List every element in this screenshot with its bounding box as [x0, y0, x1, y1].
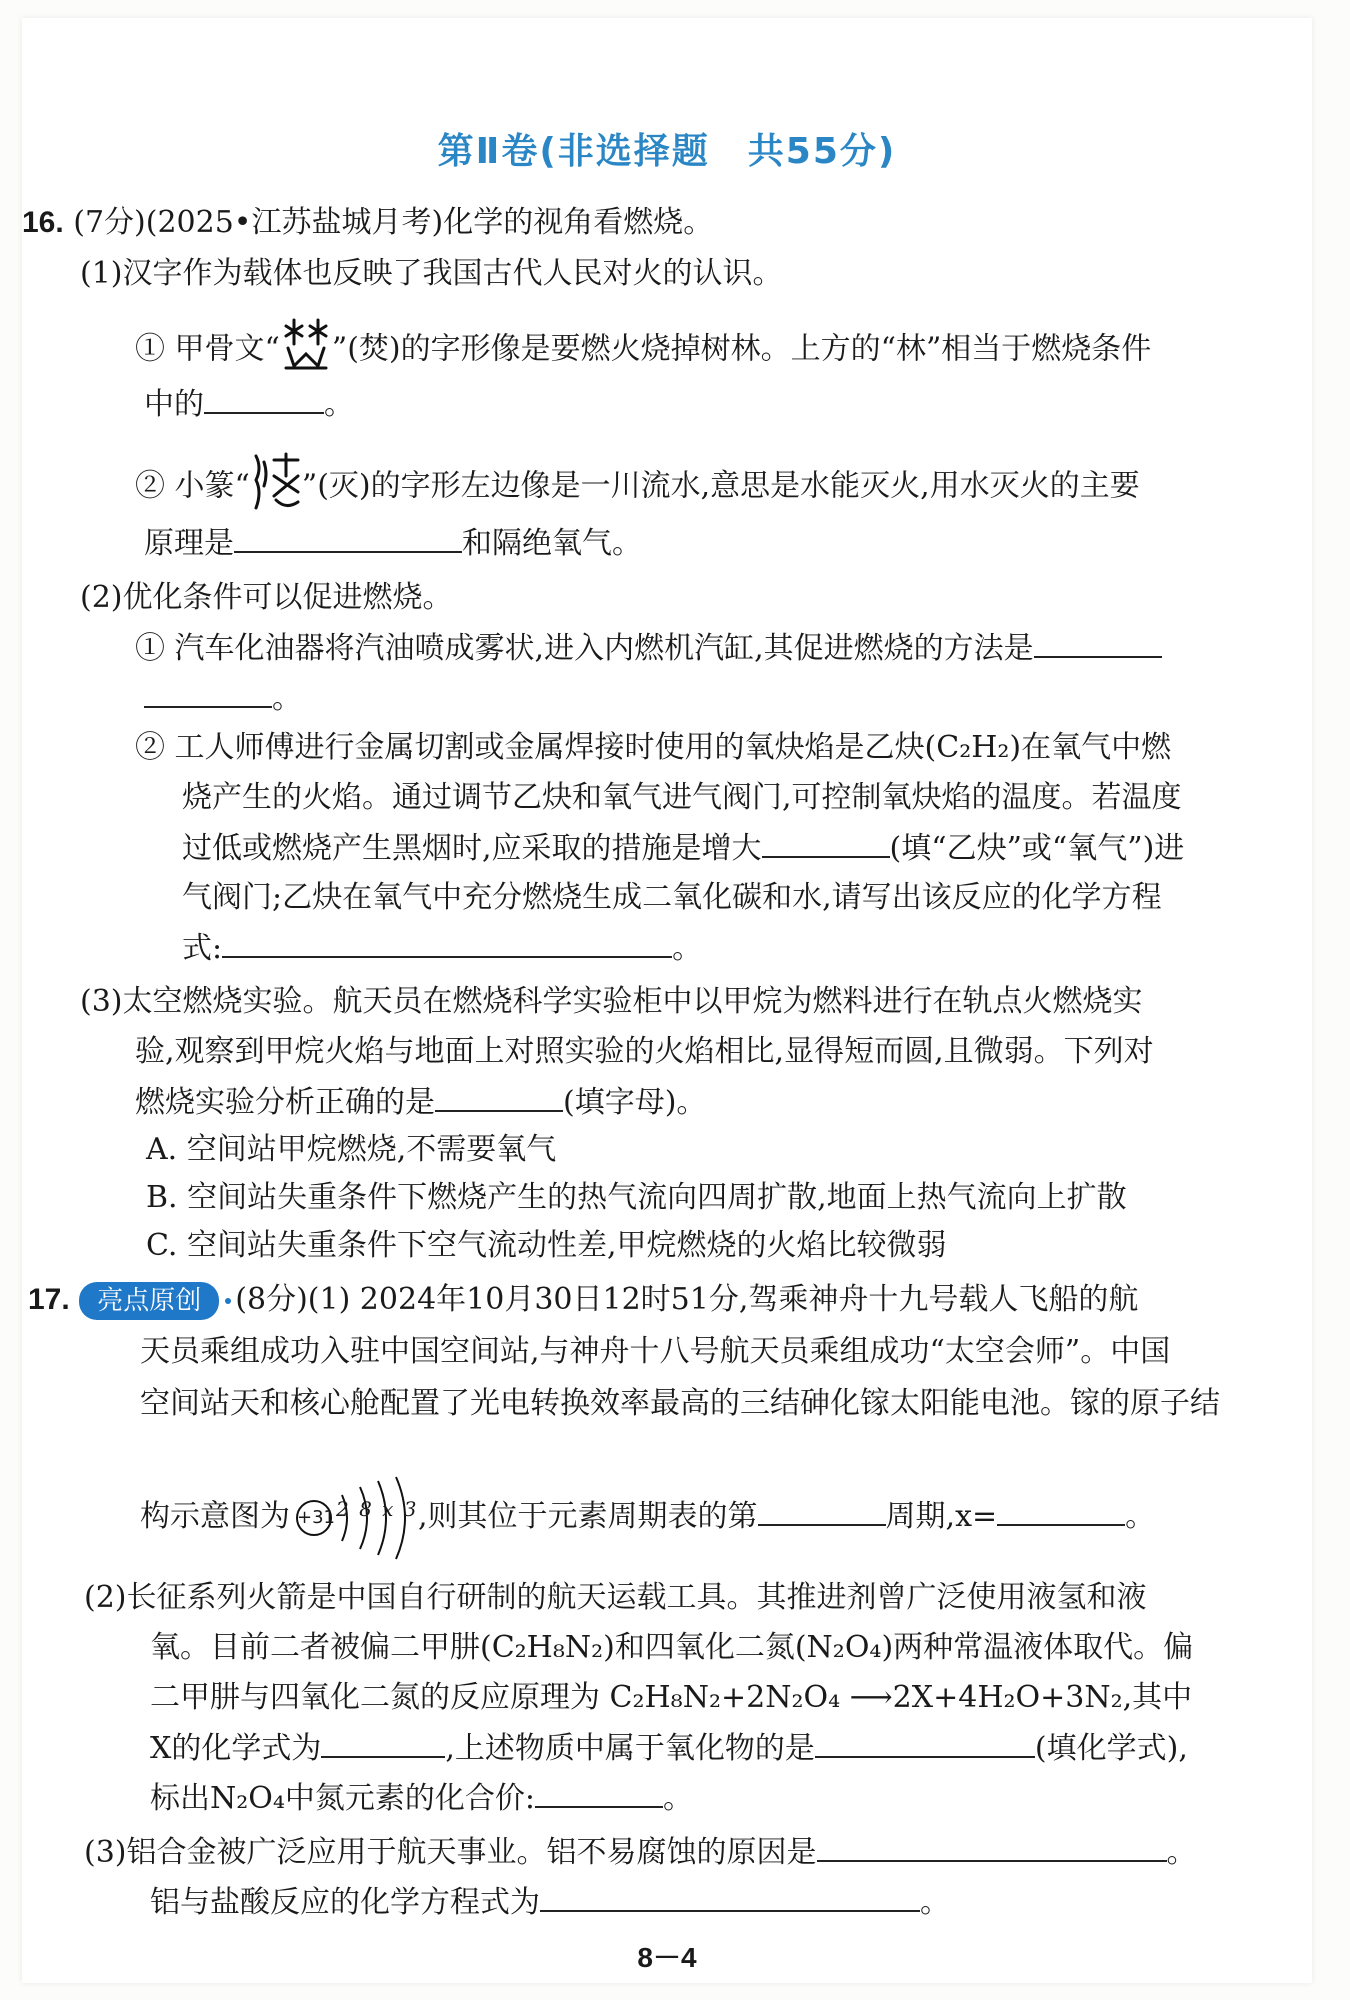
option-b[interactable]: B. 空间站失重条件下燃烧产生的热气流向四周扩散,地面上热气流向上扩散 [146, 1180, 1127, 1215]
q16-2a-line2: 。 [144, 678, 302, 719]
q17-2-line4: X的化学式为 ,上述物质中属于氧化物的是 (填化学式), [150, 1728, 1188, 1769]
q17-line3: 空间站天和核心舱配置了光电转换效率最高的三结砷化镓太阳能电池。镓的原子结 [140, 1386, 1220, 1421]
q16-2b-line1: ② 工人师傅进行金属切割或金属焊接时使用的氧炔焰是乙炔(C₂H₂)在氧气中燃 [135, 730, 1172, 765]
q17-2-line2: 氧。目前二者被偏二甲肼(C₂H₈N₂)和四氧化二氮(N₂O₄)两种常温液体取代。偏 [150, 1630, 1194, 1665]
seal-script-mie-icon [250, 452, 302, 523]
answer-blank[interactable] [321, 1728, 445, 1758]
question-17-line1: 17. 亮点原创 (8分)(1) 2024年10月30日12时51分,驾乘神舟十九号载人飞船的航 [28, 1280, 1138, 1320]
q16-1a-line1: ① 甲骨文“ ”(焚)的字形像是要燃火烧掉树林。上方的“林”相当于燃烧条件 [135, 318, 1151, 383]
question-number: 16. [22, 206, 64, 239]
badge-dot-icon [225, 1298, 231, 1304]
question-number: 17. [28, 1283, 70, 1316]
q16-2b-line4: 气阀门;乙炔在氧气中充分燃烧生成二氧化碳和水,请写出该反应的化学方程 [182, 880, 1162, 915]
highlight-badge: 亮点原创 [79, 1282, 219, 1320]
q17-3-line1: (3)铝合金被广泛应用于航天事业。铝不易腐蚀的原因是 。 [84, 1832, 1197, 1873]
answer-blank[interactable] [144, 678, 272, 708]
atom-nucleus-label: +31 [297, 1507, 335, 1528]
answer-blank[interactable] [535, 1778, 663, 1808]
q17-2-line3: 二甲肼与四氧化二氮的反应原理为 C₂H₈N₂+2N₂O₄ ⟶2X+4H₂O+3N₂,其中 [150, 1680, 1193, 1715]
option-a[interactable]: A. 空间站甲烷燃烧,不需要氧气 [146, 1132, 557, 1167]
q17-3-line2: 铝与盐酸反应的化学方程式为 。 [150, 1882, 950, 1923]
q16-3-line1: (3)太空燃烧实验。航天员在燃烧科学实验柜中以甲烷为燃料进行在轨点火燃烧实 [80, 984, 1143, 1019]
answer-blank[interactable] [815, 1728, 1035, 1758]
q16-2a-line1: ① 汽车化油器将汽油喷成雾状,进入内燃机汽缸,其促进燃烧的方法是 [135, 628, 1162, 669]
answer-blank[interactable] [222, 928, 672, 958]
q16-1a-line2: 中的 。 [144, 384, 354, 425]
worksheet [22, 18, 1312, 1983]
option-c[interactable]: C. 空间站失重条件下空气流动性差,甲烷燃烧的火焰比较微弱 [146, 1228, 947, 1263]
q16-2b-line3: 过低或燃烧产生黑烟时,应采取的措施是增大 (填“乙炔”或“氧气”)进 [182, 828, 1184, 869]
answer-blank[interactable] [997, 1496, 1125, 1526]
question-16-line1 [22, 203, 713, 243]
answer-blank[interactable] [762, 828, 890, 858]
q16-part1: (1)汉字作为载体也反映了我国古代人民对火的认识。 [80, 256, 783, 291]
answer-blank[interactable] [234, 523, 462, 553]
section-title: 第Ⅱ卷(非选择题 共55分) [437, 131, 897, 172]
q16-2b-line2: 烧产生的火焰。通过调节乙炔和氧气进气阀门,可控制氧炔焰的温度。若温度 [182, 780, 1182, 815]
answer-blank[interactable] [204, 384, 324, 414]
gallium-atom-structure-diagram [294, 1473, 419, 1563]
answer-blank[interactable] [435, 1082, 563, 1112]
atom-shell-electrons: 2 8 x 3 [336, 1497, 419, 1521]
question-intro: (7分)(2025•江苏盐城月考)化学的视角看燃烧。 [73, 205, 714, 240]
q16-3-line3: 燃烧实验分析正确的是 (填字母)。 [135, 1082, 706, 1123]
q16-3-line2: 验,观察到甲烷火焰与地面上对照实验的火焰相比,显得短而圆,且微弱。下列对 [135, 1034, 1154, 1069]
answer-blank[interactable] [1034, 628, 1162, 658]
q17-line4: 构示意图为 +31 2 8 x 3 ,则其位于元素周期表的第 周期,x= 。 [140, 1473, 1155, 1563]
page-number: 8－4 [637, 1942, 697, 1973]
q16-part2: (2)优化条件可以促进燃烧。 [80, 580, 453, 615]
q16-1b-line2: 原理是 和隔绝氧气。 [144, 523, 642, 564]
answer-blank[interactable] [758, 1496, 886, 1526]
q17-line2: 天员乘组成功入驻中国空间站,与神舟十八号航天员乘组成功“太空会师”。中国 [140, 1334, 1171, 1369]
q17-2-line1: (2)长征系列火箭是中国自行研制的航天运载工具。其推进剂曾广泛使用液氢和液 [84, 1580, 1147, 1615]
q16-2b-line5: 式: 。 [182, 928, 702, 969]
answer-blank[interactable] [540, 1882, 920, 1912]
answer-blank[interactable] [817, 1832, 1167, 1862]
q17-2-line5: 标出N₂O₄中氮元素的化合价: 。 [150, 1778, 693, 1819]
q16-1b-line1: ② 小篆“ ”(灭)的字形左边像是一川流水,意思是水能灭火,用水灭火的主要 [135, 452, 1140, 523]
oracle-bone-fen-icon [280, 318, 332, 383]
